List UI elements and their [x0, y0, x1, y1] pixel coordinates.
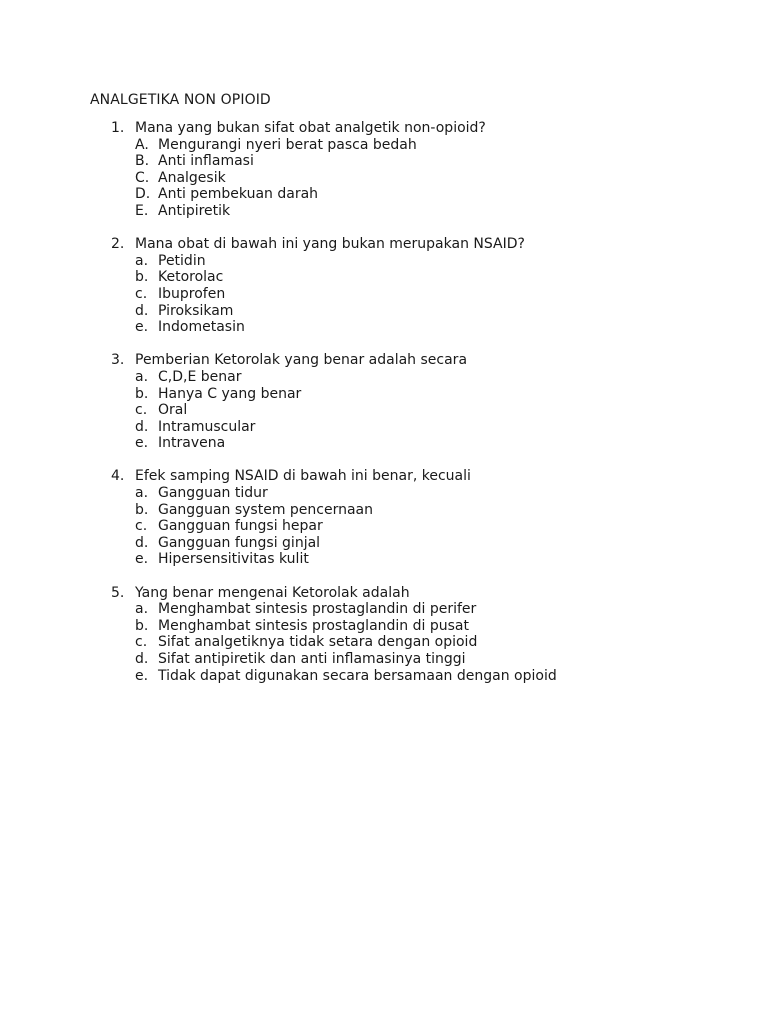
option-letter: a.: [135, 252, 149, 269]
option-text: Gangguan fungsi ginjal: [158, 534, 321, 551]
question-4: [0, 468, 768, 568]
question-text: Efek samping NSAID di bawah ini benar, kecuali: [135, 468, 471, 485]
option-letter: b.: [135, 617, 149, 634]
option-letter: e.: [135, 435, 149, 452]
option-text: Hanya C yang benar: [158, 385, 302, 402]
option-letter: c.: [135, 402, 148, 419]
option-text: Hipersensitivitas kulit: [158, 551, 309, 568]
option-item: [0, 618, 768, 635]
question-1: [0, 120, 768, 220]
question-text: Mana obat di bawah ini yang bukan merupakan NSAID?: [135, 236, 525, 253]
question-number: 5.: [111, 584, 125, 601]
option-text: Gangguan fungsi hepar: [158, 518, 323, 535]
option-list: [0, 485, 768, 568]
option-letter: c.: [135, 518, 148, 535]
option-item: [0, 203, 768, 220]
option-item: [0, 369, 768, 386]
document-title: ANALGETIKA NON OPIOID: [90, 92, 271, 108]
option-item: [0, 303, 768, 320]
option-letter: c.: [135, 285, 148, 302]
option-list: [0, 253, 768, 336]
option-item: [0, 651, 768, 668]
question-text: Mana yang bukan sifat obat analgetik non-opioid?: [135, 120, 486, 136]
option-text: Intravena: [158, 435, 226, 452]
option-list: [0, 601, 768, 684]
option-text: Anti inflamasi: [158, 153, 254, 170]
option-text: Sifat antipiretik dan anti inflamasinya tinggi: [158, 651, 466, 667]
option-item: [0, 551, 768, 568]
option-item: [0, 269, 768, 286]
option-text: Indometasin: [158, 319, 245, 336]
option-item: [0, 601, 768, 618]
option-letter: a.: [135, 485, 149, 502]
question-line: [0, 585, 768, 602]
option-text: Oral: [158, 402, 188, 419]
option-item: [0, 286, 768, 303]
option-item: [0, 170, 768, 187]
option-letter: B.: [135, 153, 150, 170]
option-item: [0, 435, 768, 452]
option-letter: b.: [135, 269, 149, 286]
option-text: Analgesik: [158, 169, 226, 186]
option-text: C,D,E benar: [158, 368, 242, 385]
option-item: [0, 253, 768, 270]
option-text: Menghambat sintesis prostaglandin di perifer: [158, 601, 477, 618]
option-text: Sifat analgetiknya tidak setara dengan opioid: [158, 634, 478, 651]
option-list: [0, 369, 768, 452]
option-text: Anti pembekuan darah: [158, 186, 319, 203]
option-item: [0, 386, 768, 403]
question-line: [0, 236, 768, 253]
option-item: [0, 186, 768, 203]
option-item: [0, 502, 768, 519]
option-list: [0, 137, 768, 220]
question-3: [0, 352, 768, 452]
option-letter: b.: [135, 501, 149, 518]
question-number: 2.: [111, 236, 125, 253]
option-letter: c.: [135, 634, 148, 651]
question-line: [0, 468, 768, 485]
option-letter: A.: [135, 136, 149, 153]
option-text: Piroksikam: [158, 302, 234, 319]
option-text: Mengurangi nyeri berat pasca bedah: [158, 136, 417, 153]
option-letter: a.: [135, 368, 149, 385]
option-item: [0, 153, 768, 170]
question-text: Yang benar mengenai Ketorolak adalah: [135, 584, 410, 601]
question-text: Pemberian Ketorolak yang benar adalah secara: [135, 352, 468, 369]
option-letter: d.: [135, 418, 149, 435]
question-number: 1.: [111, 120, 125, 136]
question-number: 4.: [111, 468, 125, 485]
question-2: [0, 236, 768, 336]
option-text: Tidak dapat digunakan secara bersamaan dengan opioid: [158, 667, 557, 684]
option-item: [0, 419, 768, 436]
option-item: [0, 137, 768, 154]
question-line: [0, 120, 768, 137]
option-letter: d.: [135, 651, 149, 667]
option-item: [0, 485, 768, 502]
option-text: Gangguan tidur: [158, 485, 268, 502]
question-list: [0, 120, 768, 701]
option-item: [0, 402, 768, 419]
option-text: Ibuprofen: [158, 285, 226, 302]
option-item: [0, 668, 768, 685]
option-letter: C.: [135, 169, 150, 186]
option-letter: E.: [135, 202, 149, 219]
option-letter: a.: [135, 601, 149, 618]
option-text: Gangguan system pencernaan: [158, 501, 374, 518]
option-item: [0, 535, 768, 552]
option-letter: e.: [135, 551, 149, 568]
question-number: 3.: [111, 352, 125, 369]
option-text: Petidin: [158, 252, 206, 269]
option-text: Ketorolac: [158, 269, 224, 286]
option-letter: d.: [135, 302, 149, 319]
option-item: [0, 319, 768, 336]
option-letter: b.: [135, 385, 149, 402]
question-line: [0, 352, 768, 369]
option-letter: e.: [135, 667, 149, 684]
option-item: [0, 634, 768, 651]
question-5: [0, 585, 768, 685]
option-letter: d.: [135, 534, 149, 551]
option-text: Antipiretik: [158, 202, 231, 219]
option-letter: D.: [135, 186, 151, 203]
option-text: Menghambat sintesis prostaglandin di pusat: [158, 617, 469, 634]
option-text: Intramuscular: [158, 418, 256, 435]
option-letter: e.: [135, 319, 149, 336]
option-item: [0, 518, 768, 535]
